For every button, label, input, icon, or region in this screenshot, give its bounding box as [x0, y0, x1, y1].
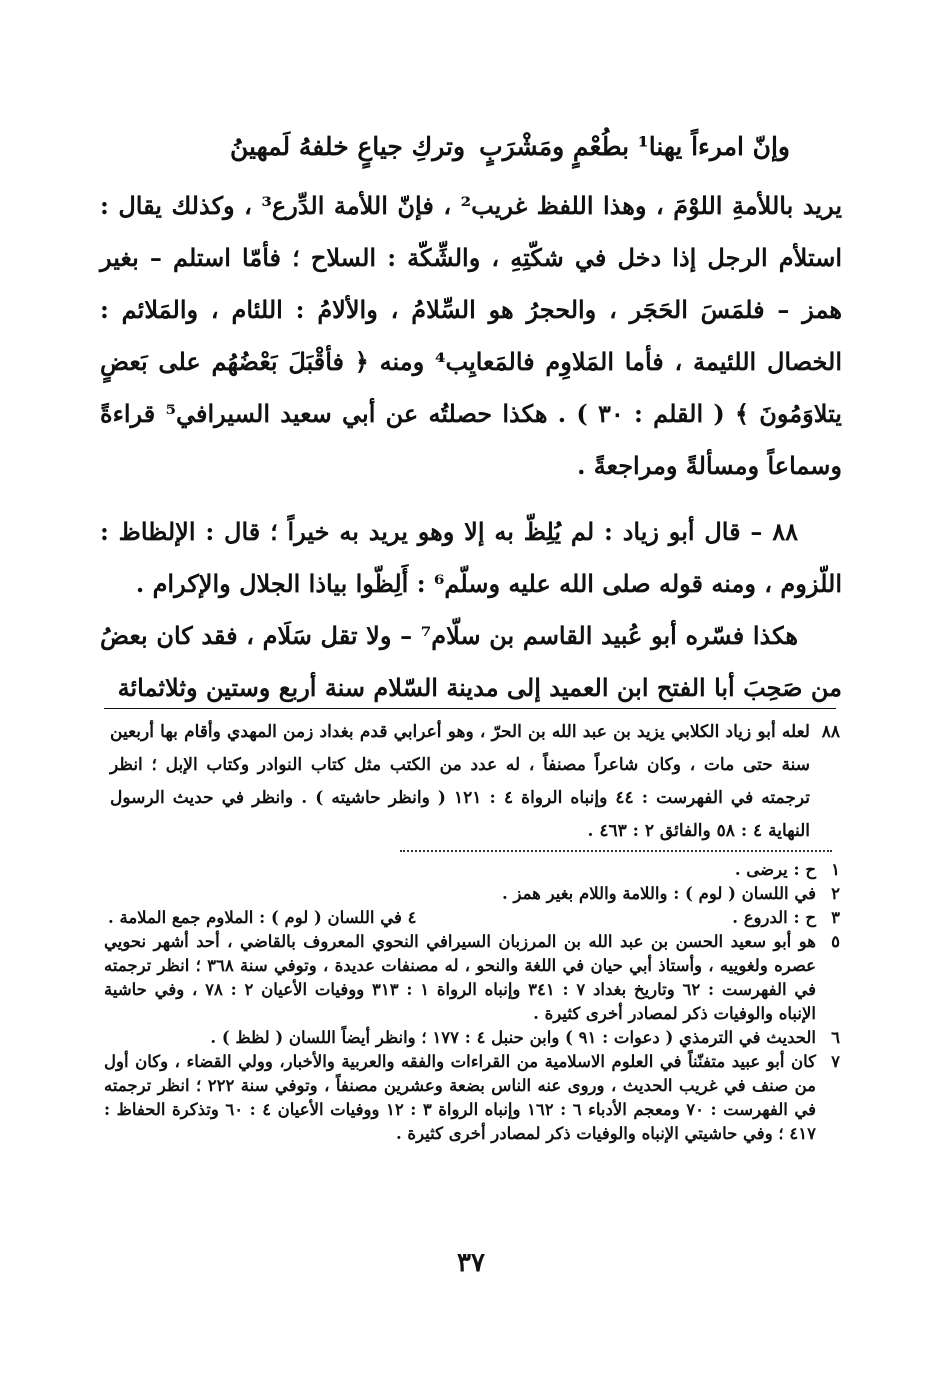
- paragraph: هكذا فسّره أبو عُبيد القاسم بن سلّام⁷ – ولا تقل سَلَام ، فقد كان بعضُ من صَحِبَ أبا الفتح ابن العميد إلى مدينة السّلام سنة أربع وستين وثلاثمائة: [100, 621, 842, 702]
- footnote-number: ٢: [831, 884, 840, 903]
- paragraph: يريد باللأمةِ اللوْمَ ، وهذا اللفظ غريب² ، فإنّ اللأمة الدِّرع³ ، وكذلك يقال : استلأم الرجل إذا دخل في شكّتِهِ ، والشِّكّة : السلاح ؛ فأمّا استلم – بغير همز – فلمَسَ الحَجَر ، والحجرُ هو السِّلامُ ، والألامُ : اللئام ، والمَلائم : الخصال اللئيمة ، فأما المَلاوِم فالمَعايِب⁴ ومنه ﴿ فأقْبَلَ بَعْضُهُم على بَعضٍ يتلاوَمُونَ ﴾ ( القلم : ٣٠ ) . هكذا حصلتُه عن أبي سعيد السيرافي⁵ قراءةً وسماعاً ومسألةً ومراجعةً .: [100, 191, 843, 480]
- footnote-text: الحديث في الترمذي ( دعوات : ٩١ ) وابن حنبل ٤ : ١٧٧ ؛ وانظر أيضاً اللسان ( لظظ ) .: [210, 1028, 816, 1047]
- footnote-number: ٣: [831, 908, 840, 927]
- paragraph-entry-88: ٨٨ – قال أبو زياد : لم يُلِظّ به إلا وهو يريد به خيراً ؛ قال : الإلظاظ : اللّزوم ، ومنه قوله صلى الله عليه وسلّم⁶ : أَلِظّوا بياذا الجلال والإكرام .: [100, 517, 842, 598]
- footnote-2: [104, 882, 840, 906]
- footnote-text: ح : الدروع .: [732, 908, 816, 927]
- footnote-text: هو أبو سعيد الحسن بن عبد الله بن المرزبان السيرافي النحوي المعروف بالقاضي ، أحد أشهر نحويي عصره ولغوييه ، وأستاذ أبي حيان في اللغة والنحو ، له مصنفات عديدة ، وتوفي سنة ٣٦٨ ؛ انظر ترجمته في الفهرست : ٦٢ وتاريخ بغداد ٧ : ٣٤١ وإنباه الرواة ١ : ٣١٣ ووفيات الأعيان ٢ : ٧٨ ، وفي حاشية الإنباه والوفيات ذكر لمصادر أخرى كثيرة .: [104, 932, 816, 1023]
- commentary-text: لعله أبو زياد الكلابي يزيد بن عبد الله بن الحرّ ، وهو أعرابي قدم بغداد زمن المهدي وأقام بها أربعين سنة حتى مات ، وكان شاعراً مصنفاً ، له عدد من الكتب مثل كتاب النوادر وكتاب الإبل ؛ انظر ترجمته في الفهرست : ٤٤ وإنباه الرواة ٤ : ١٢١ ( وانظر حاشيته ) . وانظر في حديث الرسول النهاية ٤ : ٥٨ والفائق ٢ : ٤٦٣ .: [110, 722, 810, 841]
- commentary-divider: [104, 708, 836, 709]
- footnotes: [104, 858, 840, 1146]
- footnote-6: [104, 1026, 840, 1050]
- footnote-number: ١: [831, 860, 840, 879]
- footnote-number: ٦: [831, 1028, 840, 1047]
- footnote-7: [104, 1050, 840, 1146]
- footnote-text: ح : يرضى .: [734, 860, 816, 879]
- commentary-number: ٨٨: [821, 722, 840, 742]
- poetry-verse: [230, 118, 790, 174]
- footnote-text: كان أبو عبيد متفنّناً في العلوم الاسلامية من القراءات والفقه والعربية والأخبار، وولي القضاء ، وكان أول من صنف في غريب الحديث ، وروى عنه الناس بضعة وعشرين مصنفاً ، وتوفي سنة ٢٢٢ ؛ انظر ترجمته في الفهرست : ٧٠ ومعجم الأدباء ٦ : ١٦٢ وإنباه الرواة ٣ : ١٢ ووفيات الأعيان ٤ : ٦٠ وتذكرة الحفاظ : ٤١٧ ؛ وفي حاشيتي الإنباه والوفيات ذكر لمصادر أخرى كثيرة .: [104, 1052, 816, 1143]
- footnote-number: ٧: [831, 1052, 840, 1071]
- commentary-block: [104, 716, 840, 848]
- page-number: ٣٧: [457, 1248, 485, 1278]
- footnotes-divider: [400, 850, 832, 852]
- footnote-1: [104, 858, 840, 882]
- footnote-3-4: [104, 906, 840, 930]
- verse-left-hemistich: وتركِ جياعٍ خلفهُ لَمهينُ: [230, 131, 466, 161]
- footnote-number: ٥: [831, 932, 840, 951]
- main-text: [100, 180, 842, 714]
- footnote-text: في اللسان ( لوم ) : واللامة واللام بغير همز .: [502, 884, 816, 903]
- footnote-4-text: ٤ في اللسان ( لوم ) : الملاوم جمع الملامة .: [108, 908, 417, 927]
- footnote-5: [104, 930, 840, 1026]
- verse-right-hemistich: وإنّ امرءاً يهنا¹ بطُعْمٍ ومَشْرَبٍ: [479, 131, 790, 161]
